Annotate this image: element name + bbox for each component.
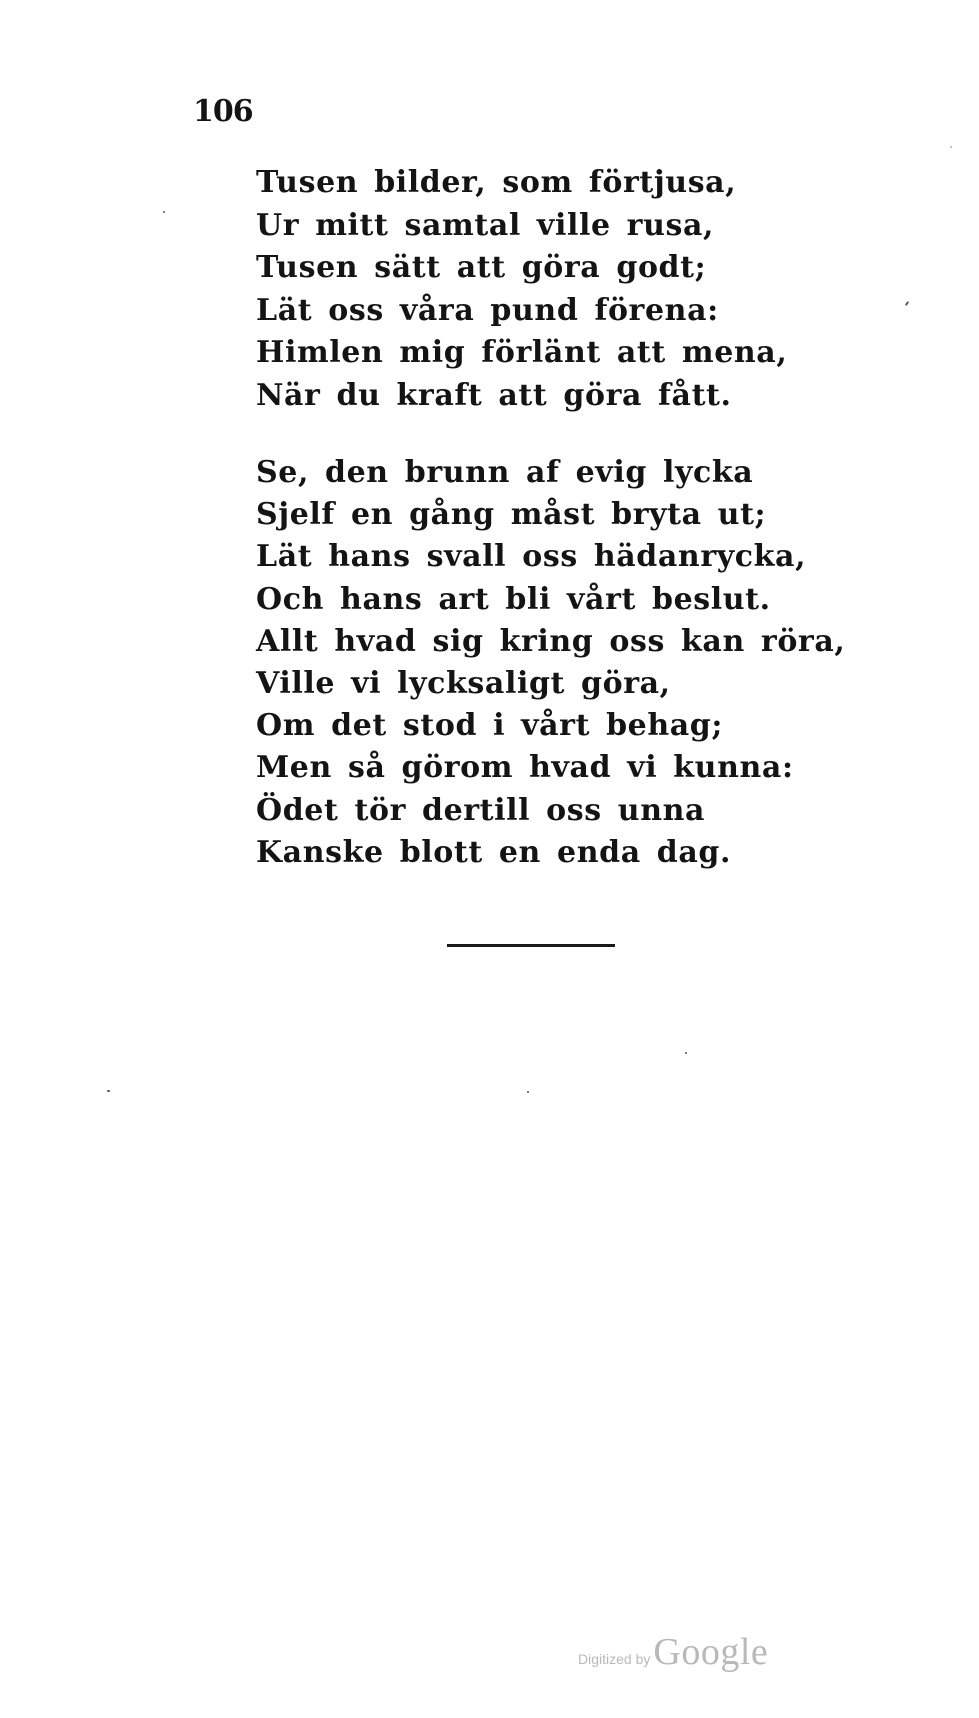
verse-line: Se, den brunn af evig lycka: [256, 455, 754, 490]
scan-speck: [950, 146, 952, 148]
google-wordmark: Google: [653, 1631, 769, 1673]
verse-line: Om det stod i vårt behag;: [256, 708, 724, 744]
digitized-by-google-watermark: [578, 1630, 768, 1674]
verse-line: Tusen bilder, som förtjusa,: [256, 165, 737, 200]
verse-line: Ville vi lycksaligt göra,: [256, 665, 671, 701]
verse-line: Sjelf en gång måst bryta ut;: [256, 497, 767, 533]
digitized-by-label: Digitized by: [578, 1651, 651, 1667]
verse-line: När du kraft att göra fått.: [256, 377, 732, 413]
end-rule: [447, 944, 615, 947]
verse-line: Kanske blott en enda dag.: [256, 834, 732, 870]
verse-line: Ödet tör dertill oss unna: [256, 792, 706, 828]
stanza-1: [256, 162, 787, 418]
verse-line: Himlen mig förlänt att mena,: [256, 335, 788, 371]
page-number: 106: [193, 94, 253, 129]
verse-line: Men så görom hvad vi kunna:: [256, 750, 794, 786]
scan-speck: [905, 301, 910, 306]
scan-speck: [685, 1052, 687, 1054]
scan-speck: [527, 1091, 529, 1093]
verse-line: Och hans art bli vårt beslut.: [256, 581, 771, 617]
scan-speck: [163, 211, 165, 213]
verse-line: Allt hvad sig kring oss kan röra,: [256, 623, 846, 659]
stanza-2: [256, 452, 845, 874]
verse-line: Lät hans svall oss hädanrycka,: [256, 539, 807, 575]
verse-line: Lät oss våra pund förena:: [256, 292, 719, 328]
scan-speck: [107, 1090, 110, 1092]
verse-line: Ur mitt samtal ville rusa,: [256, 207, 715, 243]
verse-line: Tusen sätt att göra godt;: [256, 250, 707, 286]
